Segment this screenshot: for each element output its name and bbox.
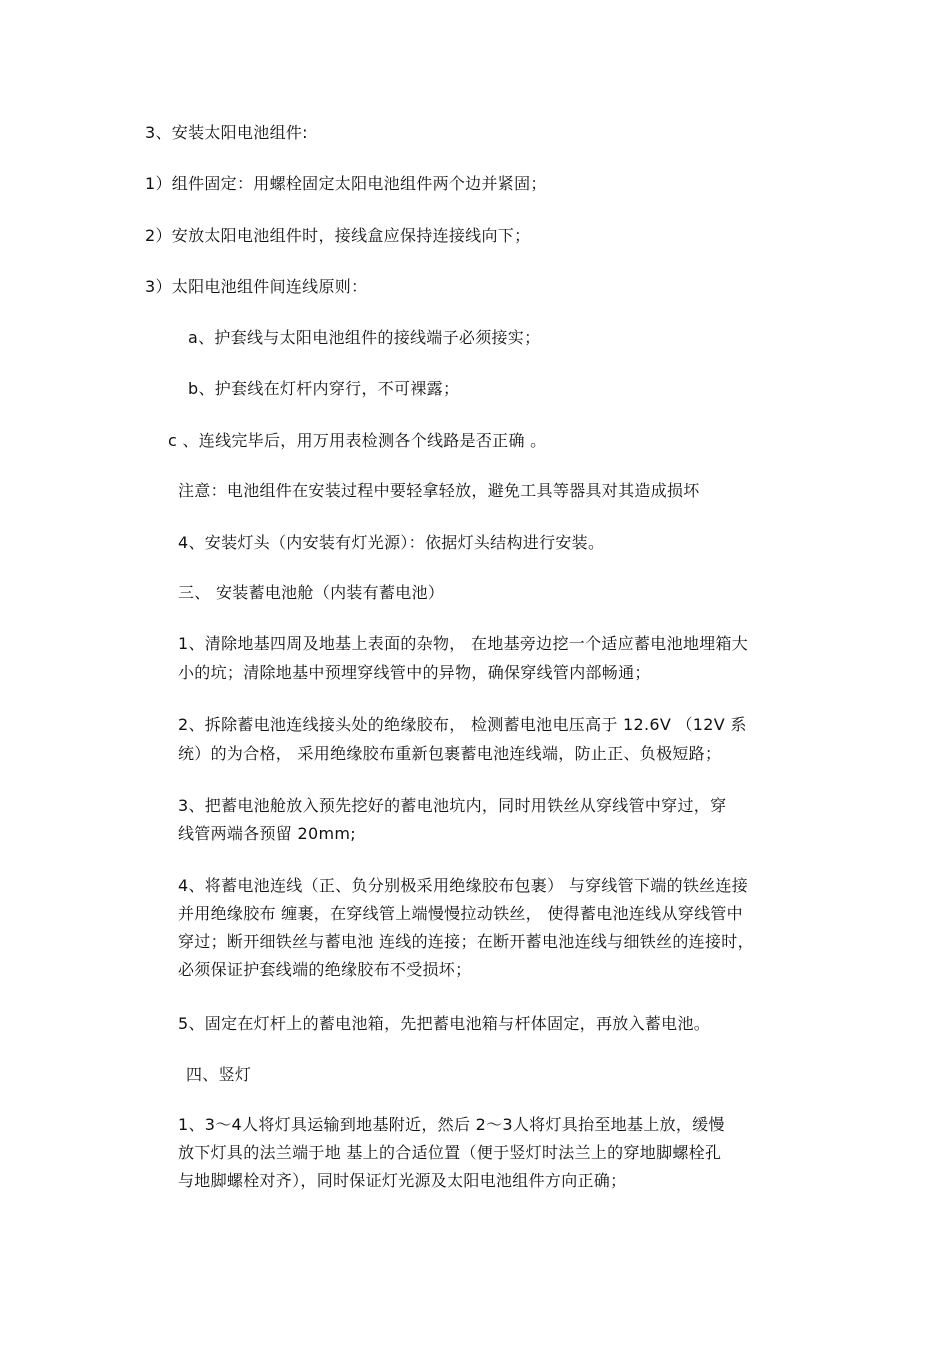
step-3-item-3: 3）太阳电池组件间连线原则： xyxy=(145,277,368,296)
section-4-heading: 四、竖灯 xyxy=(186,1065,252,1084)
battery-step-5: 5、固定在灯杆上的蓄电池箱，先把蓄电池箱与杆体固定，再放入蓄电池。 xyxy=(178,1014,711,1033)
battery-step-4-line-4: 必须保证护套线端的绝缘胶布不受损坏； xyxy=(178,960,472,979)
battery-step-2-line-1: 2、拆除蓄电池连线接头处的绝缘胶布， 检测蓄电池电压高于 12.6V （12V 系 xyxy=(178,715,747,734)
notice: 注意：电池组件在安装过程中要轻拿轻放，避免工具等器具对其造成损坏 xyxy=(178,481,700,500)
battery-step-1-line-1: 1、清除地基四周及地基上表面的杂物， 在地基旁边挖一个适应蓄电池地埋箱大 xyxy=(178,634,749,653)
wiring-rule-a: a、护套线与太阳电池组件的接线端子必须接实； xyxy=(188,328,541,347)
erect-step-1-line-1: 1、3～4人将灯具运输到地基附近，然后 2～3人将灯具抬至地基上放，缓慢 xyxy=(178,1115,725,1134)
battery-step-1-line-2: 小的坑；清除地基中预埋穿线管中的异物，确保穿线管内部畅通； xyxy=(178,663,651,682)
battery-step-3-line-1: 3、把蓄电池舱放入预先挖好的蓄电池坑内，同时用铁丝从穿线管中穿过，穿 xyxy=(178,796,727,815)
battery-step-3-line-2: 线管两端各预留 20mm; xyxy=(178,824,356,843)
battery-step-2-line-2: 统）的为合格， 采用绝缘胶布重新包裹蓄电池连线端，防止正、负极短路； xyxy=(178,744,722,763)
battery-step-4-line-1: 4、将蓄电池连线（正、负分别极采用绝缘胶布包裹） 与穿线管下端的铁丝连接 xyxy=(178,876,749,895)
step-3-item-2: 2）安放太阳电池组件时，接线盒应保持连接线向下； xyxy=(145,226,531,245)
step-4-lamp-head: 4、安装灯头（内安装有灯光源）：依据灯头结构进行安装。 xyxy=(178,533,605,552)
wiring-rule-b: b、护套线在灯杆内穿行，不可裸露； xyxy=(188,379,460,398)
erect-step-1-line-2: 放下灯具的法兰端于地 基上的合适位置（便于竖灯时法兰上的穿地脚螺栓孔 xyxy=(178,1143,722,1162)
step-3-item-1: 1）组件固定：用螺栓固定太阳电池组件两个边并紧固； xyxy=(145,174,547,193)
step-3-heading: 3、安装太阳电池组件: xyxy=(145,123,308,142)
wiring-rule-c: c 、连线完毕后，用万用表检测各个线路是否正确 。 xyxy=(168,431,547,450)
battery-step-4-line-2: 并用绝缘胶布 缠裹，在穿线管上端慢慢拉动铁丝， 使得蓄电池连线从穿线管中 xyxy=(178,904,743,923)
erect-step-1-line-3: 与地脚螺栓对齐），同时保证灯光源及太阳电池组件方向正确； xyxy=(178,1171,627,1190)
section-3-heading: 三、 安装蓄电池舱（内装有蓄电池） xyxy=(178,583,445,602)
battery-step-4-line-3: 穿过；断开细铁丝与蓄电池 连线的连接；在断开蓄电池连线与细铁丝的连接时， xyxy=(178,932,754,951)
